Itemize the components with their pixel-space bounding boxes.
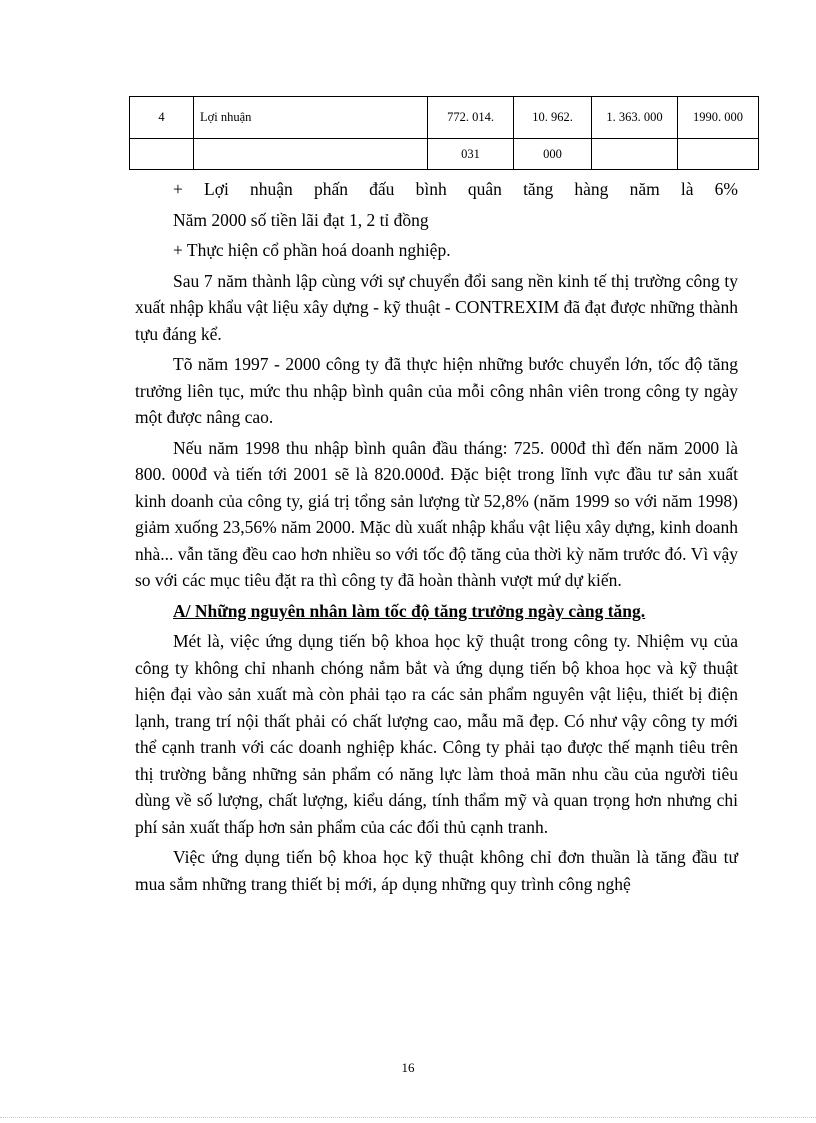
table-row [130, 139, 759, 170]
paragraph-equitization: + Thực hiện cổ phần hoá doanh nghiệp. [173, 240, 451, 260]
paragraph-profit-2000: Năm 2000 số tiền lãi đạt 1, 2 tỉ đồng [173, 209, 429, 230]
cell-no: 4 [130, 97, 194, 139]
cell-v3 [592, 139, 678, 170]
paragraph-growth: Tõ năm 1997 - 2000 công ty đã thực hiện những bước chuyển lớn, tốc độ tăng trưởng liên tục, mức thu nhập bình quân của mỗi công nhân viên trong công ty ngày một được nâng cao. [135, 354, 738, 427]
cell-v1: 772. 014. [428, 97, 514, 139]
table-row [130, 97, 759, 139]
cell-v3: 1. 363. 000 [592, 97, 678, 139]
cell-v2: 10. 962. [514, 97, 592, 139]
body-text [135, 176, 738, 901]
section-heading: A/ Những nguyên nhân làm tốc độ tăng trưởng ngày càng tăng. [173, 600, 646, 621]
cell-item [194, 139, 428, 170]
paragraph-technology: Mét là, việc ứng dụng tiến bộ khoa học kỹ thuật trong công ty. Nhiệm vụ của công ty không chỉ nhanh chóng nắm bắt và ứng dụng tiến bộ khoa học và kỹ thuật hiện đại vào sản xuất mà còn phải tạo ra các sản phẩm nguyên vật liệu, thiết bị điện lạnh, trang trí nội thất phải có chất lượng cao, mẫu mã đẹp. Có như vậy công ty mới thể cạnh tranh với các doanh nghiệp khác. Công ty phải tạo được thế mạnh tiêu trên thị trường bằng những sản phẩm có năng lực làm thoả mãn nhu cầu của người tiêu dùng về số lượng, chất lượng, kiểu dáng, tính thẩm mỹ và quan trọng hơn nhưng chi phí sản xuất thấp hơn sản phẩm của các đối thủ cạnh tranh. [135, 631, 738, 837]
page-bottom-divider [0, 1117, 816, 1118]
cell-no [130, 139, 194, 170]
profit-table [129, 96, 759, 170]
paragraph-income: Nếu năm 1998 thu nhập bình quân đầu tháng: 725. 000đ thì đến năm 2000 là 800. 000đ và tiến tới 2001 sẽ là 820.000đ. Đặc biệt trong lĩnh vực đầu tư sản xuất kinh doanh của công ty, giá trị tổng sản lượng từ 52,8% (năm 1999 so với năm 1998) giảm xuống 23,56% năm 2000. Mặc dù xuất nhập khẩu vật liệu xây dựng, kinh doanh nhà... vẫn tăng đều cao hơn nhiều so với tốc độ tăng của thời kỳ năm trước đó. Vì vậy so với các mục tiêu đặt ra thì công ty đã hoàn thành vượt mứ dự kiến. [135, 437, 738, 590]
cell-item: Lợi nhuận [194, 97, 428, 139]
cell-v4: 1990. 000 [678, 97, 759, 139]
cell-v2: 000 [514, 139, 592, 170]
cell-v4 [678, 139, 759, 170]
page-number: 16 [401, 1060, 415, 1075]
paragraph-profit-target: + Lợi nhuận phấn đấu bình quân tăng hàng năm là 6% [173, 179, 738, 199]
paragraph-achievements: Sau 7 năm thành lập cùng với sự chuyển đổi sang nền kinh tế thị trường công ty xuất nhập khẩu vật liệu xây dựng - kỹ thuật - CONTREXIM đã đạt được những thành tựu đáng kể. [135, 270, 738, 344]
cell-v1: 031 [428, 139, 514, 170]
paragraph-investment: Việc ứng dụng tiến bộ khoa học kỹ thuật không chỉ đơn thuần là tăng đầu tư mua sắm những trang thiết bị mới, áp dụng những quy trình công nghệ [135, 847, 738, 894]
